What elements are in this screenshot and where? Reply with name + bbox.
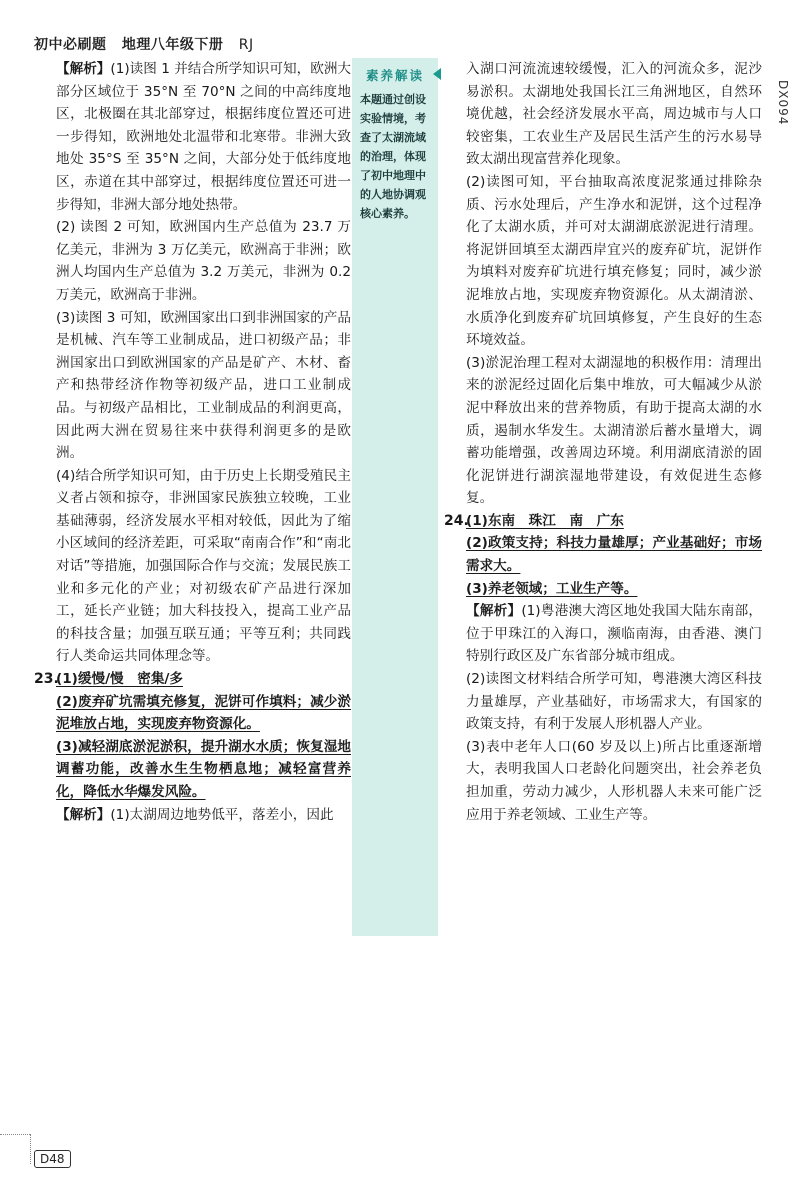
analysis-23-3: (3)淤泥治理工程对太湖湿地的积极作用：清理出来的淤泥经过固化后集中堆放，可大幅减少从淤泥中释放出来的营养物质，有助于提高太湖的水质，遏制水华发生。太湖清淤后蓄水量增大，调蓄功能增强，改善周边环境。利用湖底清淤的固化泥饼进行湖滨湿地带建设，有效促进生态修复。 xyxy=(466,354,762,507)
question-number: 24. xyxy=(444,512,469,529)
analysis-tag: 【解析】 xyxy=(56,61,111,77)
answer-23-2 xyxy=(56,691,351,736)
analysis-tag: 【解析】 xyxy=(56,806,111,823)
answer-text: (1)东南 珠江 南 广东 xyxy=(466,512,624,529)
corner-divider-vertical xyxy=(30,1134,31,1164)
arrow-left-icon xyxy=(433,68,441,80)
analysis-23-cont: 入湖口河流流速较缓慢，汇入的河流众多，泥沙易淤积。太湖地处我国长江三角洲地区，自然环境优越，社会经济发展水平高，周边城市与人口较密集，工农业生产及居民生活产生的污水易导致太湖出现富营养化现象。 xyxy=(466,61,762,168)
answer-23-3 xyxy=(56,736,351,804)
analysis-22-1 xyxy=(56,58,351,216)
page-header xyxy=(34,34,264,54)
answer-24-2 xyxy=(466,532,762,577)
answer-text: (2)政策支持；科技力量雄厚；产业基础好；市场需求大。 xyxy=(466,535,762,575)
analysis-text: (1)粤港澳大湾区地处我国大陆东南部，位于甲珠江的入海口，濒临南海，由香港、澳门特别行政区及广东省部分城市组成。 xyxy=(466,603,763,665)
sidebar-title xyxy=(360,66,430,84)
analysis-24-2: (2)读图文材料结合所学可知，粤港澳大湾区科技力量雄厚，产业基础好，市场需求大，有国家的政策支持，有利于发展人形机器人产业。 xyxy=(466,671,762,733)
analysis-24-3: (3)表中老年人口(60 岁及以上)所占比重逐渐增大，表明我国人口老龄化问题突出，社会养老负担加重，劳动力减少，人形机器人未来可能广泛应用于养老领域、工业生产等。 xyxy=(466,738,762,823)
analysis-22-4: (4)结合所学知识可知，由于历史上长期受殖民主义者占领和掠夺，非洲国家民族独立较晚，工业基础薄弱，经济发展水平相对较低，因此为了缩小区域间的经济差距，可采取“南南合作”和“南北对话”等措施，加强国际合作与交流；发展民族工业和多元化的产业；对初级农矿产品进行深加工，延长产业链；加大科技投入，提高工业产品的科技含量；加强互联互通；平等互利；共同践行人类命运共同体理念等。 xyxy=(56,467,351,665)
analysis-text: (1)读图 1 并结合所学知识可知，欧洲大部分区域位于 35°N 至 70°N 之间的中高纬度地区，北极圈在其北部穿过，根据纬度位置还可进一步得知，欧洲地处北温带和北寒带。非洲大致地处 35°S 至 35°N 之间，大部分处于低纬度地区，赤道在其中部穿过，根据纬度位置还可进一步得知，非洲大部分地处热带。 xyxy=(56,61,352,213)
answer-24-1 xyxy=(444,510,762,533)
analysis-22-2: (2) 读图 2 可知，欧洲国内生产总值为 23.7 万亿美元，非洲为 3 万亿美元，欧洲高于非洲；欧洲人均国内生产总值为 3.2 万美元，非洲为 0.2 万美元，欧洲高于非洲。 xyxy=(56,219,351,303)
answer-24-3 xyxy=(466,578,762,601)
corner-divider xyxy=(0,1134,30,1135)
answer-text: (2)废弃矿坑需填充修复，泥饼可作填料；减少淤泥堆放占地，实现废弃物资源化。 xyxy=(56,693,351,733)
subject-title: 地理八年级下册 xyxy=(121,37,224,53)
literacy-sidebar xyxy=(352,58,438,936)
question-number: 23. xyxy=(34,671,59,688)
analysis-tag: 【解析】 xyxy=(466,603,522,620)
right-column xyxy=(444,58,763,826)
answer-23-1 xyxy=(34,668,351,691)
page-number: D48 xyxy=(34,1150,71,1168)
left-column xyxy=(34,58,352,826)
analysis-22-3: (3)读图 3 可知，欧洲国家出口到非洲国家的产品是机械、汽车等工业制成品，进口初级产品；非洲国家出口到欧洲国家的产品是矿产、木材、畜产和热带经济作物等初级产品，进口工业制成品。与初级产品相比，工业制成品的利润更高，因此两大洲在贸易往来中获得利润更多的是欧洲。 xyxy=(56,309,351,462)
analysis-23-2: (2)读图可知，平台抽取高浓度泥浆通过排除杂质、污水处理后，产生净水和泥饼，这个过程净化了太湖水质，并可对太湖湖底淤泥进行清理。将泥饼回填至太湖西岸宜兴的废弃矿坑，泥饼作为填料对废弃矿坑进行填充修复；同时，减少淤泥堆放占地，实现废弃物资源化。从太湖清淤、水质净化到废弃矿坑回填修复，产生良好的生态环境效益。 xyxy=(466,173,762,349)
analysis-24-1 xyxy=(466,600,762,668)
analysis-text: (1)太湖周边地势低平，落差小，因此 xyxy=(110,806,334,823)
sidebar-title-text: 素养解读 xyxy=(365,68,424,83)
edition-label: RJ xyxy=(238,37,254,53)
side-code: DX094 xyxy=(776,80,790,126)
analysis-23-start xyxy=(56,804,351,827)
answer-text: (1)缓慢/慢 密集/多 xyxy=(56,671,183,688)
book-title: 初中必刷题 xyxy=(34,37,107,53)
answer-text: (3)养老领域；工业生产等。 xyxy=(466,580,638,597)
answer-text: (3)减轻湖底淤泥淤积，提升湖水水质；恢复湿地调蓄功能，改善水生生物栖息地；减轻富营养化，降低水华爆发风险。 xyxy=(56,738,351,800)
sidebar-text: 本题通过创设实验情境，考查了太湖流域的治理，体现了初中地理中的人地协调观核心素养。 xyxy=(360,93,426,220)
